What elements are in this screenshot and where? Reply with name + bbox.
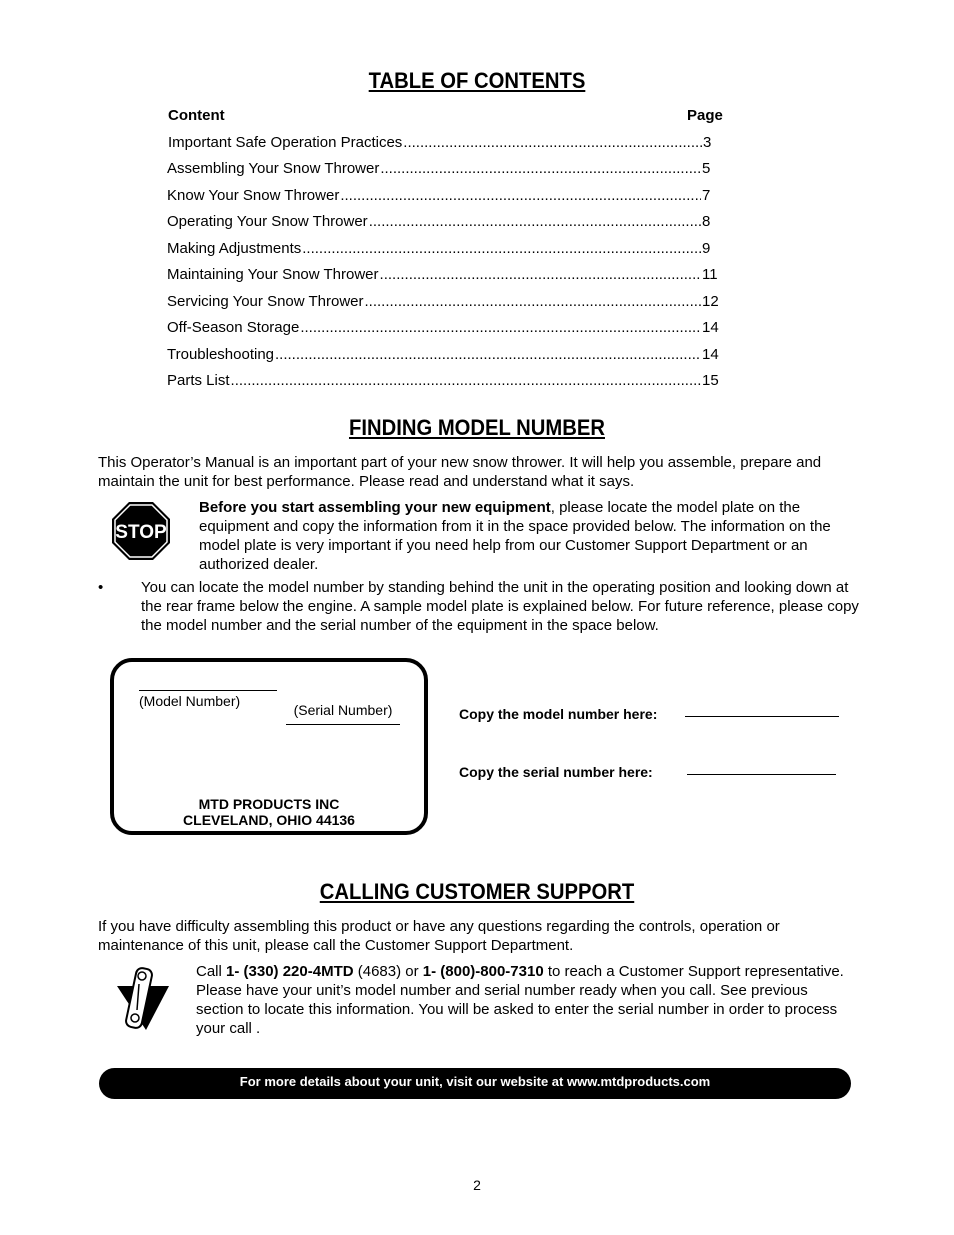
toc-row — [167, 319, 720, 337]
serial-number-blank[interactable] — [687, 774, 836, 775]
plate-company — [114, 796, 424, 828]
toc-row-page: 12 — [702, 293, 719, 310]
toc-row-title: Parts List — [167, 372, 230, 389]
call-text-1: Call — [196, 963, 227, 980]
toc-row — [167, 266, 720, 284]
toc-row-page: 14 — [702, 346, 719, 363]
copy-serial-label: Copy the serial number here: — [459, 764, 653, 780]
toc-row-page: 9 — [702, 240, 711, 257]
model-heading: FINDING MODEL NUMBER — [348, 415, 605, 440]
toc-row — [167, 346, 720, 364]
support-call-paragraph — [196, 962, 856, 1038]
bullet-text: You can locate the model number by standing behind the unit in the operating position and looking down at the rear frame below the engine. A sample model plate is explained below. For future reference, please copy the model number and the serial number of the equipment in the space below. — [141, 579, 859, 634]
toc-row-title: Maintaining Your Snow Thrower — [167, 266, 379, 283]
stop-sign-label: STOP — [115, 522, 167, 543]
toc-row-title: Making Adjustments — [167, 240, 302, 257]
toc-row-title: Know Your Snow Thrower — [167, 187, 340, 204]
toc-row-page: 5 — [702, 160, 711, 177]
plate-serial-number-label: (Serial Number) — [286, 702, 400, 725]
toc-page-header: Page — [687, 107, 723, 124]
toc-row-title: Servicing Your Snow Thrower — [167, 293, 364, 310]
toc-row — [167, 372, 720, 390]
stop-paragraph — [199, 498, 854, 574]
copy-model-label: Copy the model number here: — [459, 706, 658, 722]
toc-row-title: Assembling Your Snow Thrower — [167, 160, 380, 177]
toc-row-title: Operating Your Snow Thrower — [167, 213, 368, 230]
toc-row — [167, 187, 720, 205]
support-heading: CALLING CUSTOMER SUPPORT — [319, 879, 635, 904]
toc-row — [167, 293, 720, 311]
website-banner: For more details about your unit, visit our website at www.mtdproducts.com — [99, 1068, 851, 1099]
call-text-2: (4683) or — [353, 963, 423, 980]
plate-company-name: MTD PRODUCTS INC — [198, 796, 340, 812]
plate-company-address: CLEVELAND, OHIO 44136 — [183, 812, 355, 828]
toc-row-title: Troubleshooting — [167, 346, 275, 363]
telephone-icon — [113, 966, 171, 1032]
phone-number-1[interactable]: 1- (330) 220-4MTD — [226, 963, 354, 980]
stop-paragraph-bold: Before you start assembling your new equipment — [199, 499, 551, 516]
toc-row — [167, 213, 720, 231]
toc-row-page: 8 — [702, 213, 711, 230]
plate-model-number-label: (Model Number) — [139, 690, 277, 713]
page-number: 2 — [473, 1177, 481, 1193]
phone-number-2[interactable]: 1- (800)-800-7310 — [422, 963, 544, 980]
toc-row-page: 15 — [702, 372, 719, 389]
stop-paragraph-text: , please locate the model plate on the equipment and copy the information from it in the space provided below. The information on the model plate is very important if you need help from our Customer Support Department or an authorized dealer. — [199, 499, 831, 573]
model-plate — [110, 658, 428, 835]
stop-sign-icon — [111, 501, 171, 561]
toc-row-page: 3 — [703, 134, 712, 151]
call-text-3: to reach a Customer Support representative. Please have your unit’s model number and serial number ready when you call. See previous section to locate this information. You will be asked to enter the serial number in order to process your call . — [196, 963, 844, 1037]
toc-row-page: 11 — [702, 266, 718, 283]
model-number-blank[interactable] — [685, 716, 839, 717]
toc-row-title: Important Safe Operation Practices — [168, 134, 403, 151]
model-intro: This Operator’s Manual is an important part of your new snow thrower. It will help you assemble, prepare and maintain the unit for best performance. Please read and understand what it says. — [98, 454, 822, 490]
bullet-symbol: • — [98, 579, 104, 596]
toc-row — [167, 160, 720, 178]
toc-row-title: Off-Season Storage — [167, 319, 300, 336]
toc-row — [167, 240, 720, 258]
toc-row — [168, 134, 721, 152]
toc-content-header: Content — [168, 107, 225, 124]
support-intro: If you have difficulty assembling this product or have any questions regarding the controls, operation or maintenance of this unit, please call the Customer Support Department. — [98, 918, 780, 954]
toc-row-page: 7 — [702, 187, 711, 204]
toc-heading: TABLE OF CONTENTS — [368, 68, 586, 93]
toc-row-page: 14 — [702, 319, 719, 336]
